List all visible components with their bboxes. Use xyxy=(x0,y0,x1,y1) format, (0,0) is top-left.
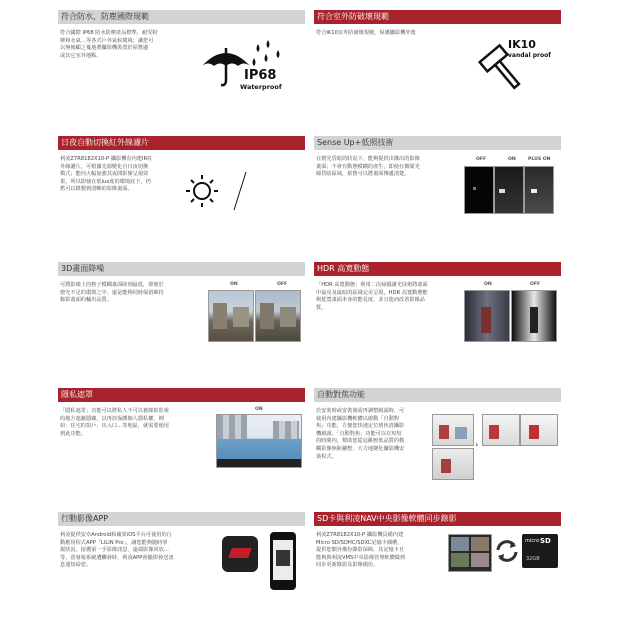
section-auto-focus: 自動對焦功能 於安裝時或安裝後需再調整鏡頭時，可 使用內建攝影機軟體以啟動「自動對 焦」功能，方便您快速定位到焦清攝影 機鏡頭。「自動對焦」功能可以在短短 的時間內，幫助您從這跳較低品質的模 糊影像無距擴整，大力地變化攝影機安 裝程式。 › xyxy=(314,388,561,488)
section-title: 符合室外防破壞規範 xyxy=(314,10,561,24)
day-night-icons xyxy=(180,166,290,216)
microsd-size: 32GB xyxy=(526,556,540,562)
photo-focus-after xyxy=(520,414,558,446)
photo-privacy-mask xyxy=(216,414,302,468)
section-description: 於安裝時或安裝後需再調整鏡頭時，可 使用內建攝影機軟體以啟動「自動對 焦」功能，方便您快速定位到焦清攝影 機鏡頭。「自動對焦」功能可以在短短 的時間內，幫助您從這跳較低品質的模 糊影像無距擴整，大力地變化攝影機安 裝程式。 xyxy=(316,408,405,460)
section-day-night xyxy=(58,136,305,236)
label-off: OFF xyxy=(476,157,487,162)
section-description: 利凌提供安卓Android和蘋果iOS平台可使用的行 動應用程式APP「LILIN Pro」，讓您能夠隨時掌 握狀況，接獲第一手影像訊息、遠端影像回放… 等，當發報系統遭觸發時，利凌APP會隨即發送訊 息通知給您。 xyxy=(60,532,174,569)
smartphone-icon xyxy=(270,532,296,590)
label-on: ON xyxy=(230,282,238,287)
section-description: 「隱私遮罩」功能可以將私人不可以被錄影監視 的地方遮蔽隱藏，以再放保護個人隱私權。例 如：住宅的窗戶、出入口…等地區，就需要使用 到此功能。 xyxy=(60,408,169,437)
section-title: SD卡與利凌NAV中央影像軟體同步錄影 xyxy=(314,512,561,526)
section-title: 符合防水，防塵國際規範 xyxy=(58,10,305,24)
section-title: 3D畫面降噪 xyxy=(58,262,305,276)
vandal-proof-label: vandal proof xyxy=(508,52,551,59)
photo-on xyxy=(494,166,524,214)
section-privacy-mask xyxy=(58,388,305,488)
photo-focus-mid xyxy=(482,414,520,446)
microsd-brand: micro xyxy=(525,538,540,544)
section-3d-dnr xyxy=(58,262,305,362)
photo-focus-before xyxy=(432,414,474,446)
photo-off xyxy=(464,166,494,214)
section-description: 符合IK10室外防破壞規範，保護攝影機外殼 xyxy=(316,30,416,36)
section-hdr xyxy=(314,262,561,362)
label-on: ON xyxy=(255,407,263,412)
section-description: 可將影像上的格子模糊畫面降到最低，即便於 燈光不足的環境之中，還是能夠同時保留維持 錄影畫面的輸出品質。 xyxy=(60,282,164,304)
ip68-label: IP68 xyxy=(244,68,277,83)
section-title: 日夜自動切換紅外線濾片 xyxy=(58,136,305,150)
photo-plus-on xyxy=(524,166,554,214)
section-title: Sense Up+低照技術 xyxy=(314,136,561,150)
microsd-logo: SD xyxy=(540,537,551,545)
section-sd-card xyxy=(314,512,561,612)
section-description: 符合國際 IP68 防水防塵產品標準，耐受粉 塵和水氣…等各式戶外氣候環境；讓您可 以無後顧之憂地將攝影機裝置於屋簷邊 或其它室外地點。 xyxy=(60,30,158,59)
app-logo-icon xyxy=(222,536,258,572)
label-on: ON xyxy=(484,282,492,287)
label-plus-on: PLUS ON xyxy=(528,157,551,162)
photo-off xyxy=(255,290,301,342)
photo-on xyxy=(208,290,254,342)
section-description: 「HDR 高寬動態」利用二次掃描讓光技術將畫面 中最亮及最暗的區域完美呈現，HDR 高寬動態能 夠延寬畫面本身的能見度，並且進而改善影像品 質。 xyxy=(316,282,428,311)
section-title: HDR 高寬動態 xyxy=(314,262,561,276)
section-mobile-app xyxy=(58,512,305,612)
photo-off xyxy=(511,290,557,342)
section-description: 利凌Z7R8182X10-P 攝影機具備內建 Micro SD/SDHC/SDXC記憶卡插槽， 提供您額外備份錄影保障，其記憶卡且 能夠與利凌VMS中央影像管理軟體做到 同步更新錄影及影像備份。 xyxy=(316,532,406,569)
photo-focus-before-2 xyxy=(432,448,474,480)
section-title: 自動對焦功能 xyxy=(314,388,561,402)
section-title: 行動影像APP xyxy=(58,512,305,526)
microsd-card xyxy=(522,534,558,568)
ik10-label: IK10 xyxy=(508,38,536,51)
section-waterproof xyxy=(58,10,305,120)
section-sense-up xyxy=(314,136,561,236)
sun-icon xyxy=(186,175,218,207)
section-vandal-proof xyxy=(314,10,561,120)
moon-icon xyxy=(260,176,276,204)
section-description: 在燈光昏暗的狀況下，能夠提供出傑出的影像 畫面；不會有動態模糊的產生，即使在微間光 線昏暗區域，依舊可以將畫面傳遞清楚。 xyxy=(316,156,420,178)
waterproof-label: Waterproof xyxy=(240,83,282,91)
label-off: OFF xyxy=(530,282,541,287)
label-off: OFF xyxy=(277,282,288,287)
sync-arrows-icon xyxy=(494,538,520,564)
label-on: ON xyxy=(508,157,516,162)
section-title: 隱私遮罩 xyxy=(58,388,305,402)
nav-software-screenshot xyxy=(448,534,492,572)
section-description: 利凌Z7R8182X10-P 攝影機有內建IR紅 外線濾片，可根據光源變化自日夜切換 模式；能向大幅加強其夜間影像呈現效 果，所以即使在低lux度的環境底下，仍 舊可以錄製到清晰的影像畫面。 xyxy=(60,156,153,193)
photo-on xyxy=(464,290,510,342)
